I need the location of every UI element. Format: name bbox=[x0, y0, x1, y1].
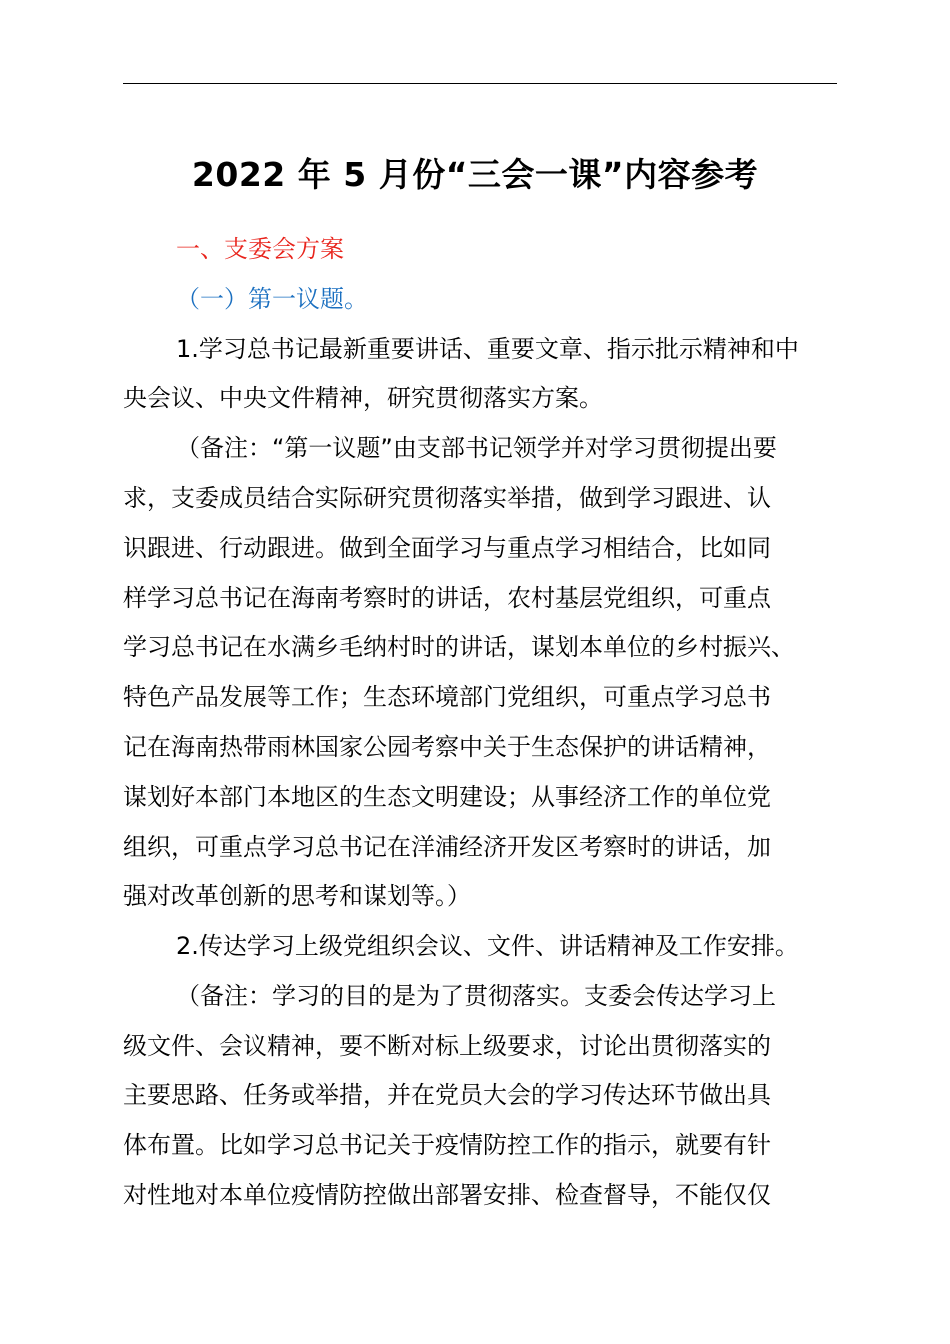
body-line: 组织，可重点学习总书记在洋浦经济开发区考察时的讲话，加 bbox=[123, 833, 771, 861]
body-line: （备注：“第一议题”由支部书记领学并对学习贯彻提出要 bbox=[176, 434, 777, 462]
section-heading: 一、支委会方案 bbox=[176, 235, 344, 263]
body-line: 主要思路、任务或举措，并在党员大会的学习传达环节做出具 bbox=[123, 1081, 771, 1109]
body-line: 记在海南热带雨林国家公园考察中关于生态保护的讲话精神， bbox=[123, 733, 771, 761]
body-line: 级文件、会议精神，要不断对标上级要求，讨论出贯彻落实的 bbox=[123, 1032, 771, 1060]
body-line: 1.学习总书记最新重要讲话、重要文章、指示批示精神和中 bbox=[176, 335, 799, 363]
body-line: 对性地对本单位疫情防控做出部署安排、检查督导，不能仅仅 bbox=[123, 1181, 771, 1209]
body-line: 特色产品发展等工作；生态环境部门党组织，可重点学习总书 bbox=[123, 683, 771, 711]
body-line: 求，支委成员结合实际研究贯彻落实举措，做到学习跟进、认 bbox=[123, 484, 771, 512]
body-line: 央会议、中央文件精神，研究贯彻落实方案。 bbox=[123, 384, 603, 412]
body-line: 识跟进、行动跟进。做到全面学习与重点学习相结合，比如同 bbox=[123, 534, 771, 562]
body-line: 学习总书记在水满乡毛纳村时的讲话，谋划本单位的乡村振兴、 bbox=[123, 633, 795, 661]
document-title: 2022 年 5 月份“三会一课”内容参考 bbox=[191, 155, 759, 194]
subsection-heading: （一）第一议题。 bbox=[176, 285, 368, 313]
body-line: （备注：学习的目的是为了贯彻落实。支委会传达学习上 bbox=[176, 982, 776, 1010]
body-line: 强对改革创新的思考和谋划等。） bbox=[123, 882, 471, 910]
body-line: 样学习总书记在海南考察时的讲话，农村基层党组织，可重点 bbox=[123, 584, 771, 612]
body-line: 2.传达学习上级党组织会议、文件、讲话精神及工作安排。 bbox=[176, 932, 799, 960]
header-rule bbox=[123, 83, 837, 84]
body-line: 谋划好本部门本地区的生态文明建设；从事经济工作的单位党 bbox=[123, 783, 771, 811]
body-line: 体布置。比如学习总书记关于疫情防控工作的指示，就要有针 bbox=[123, 1131, 771, 1159]
